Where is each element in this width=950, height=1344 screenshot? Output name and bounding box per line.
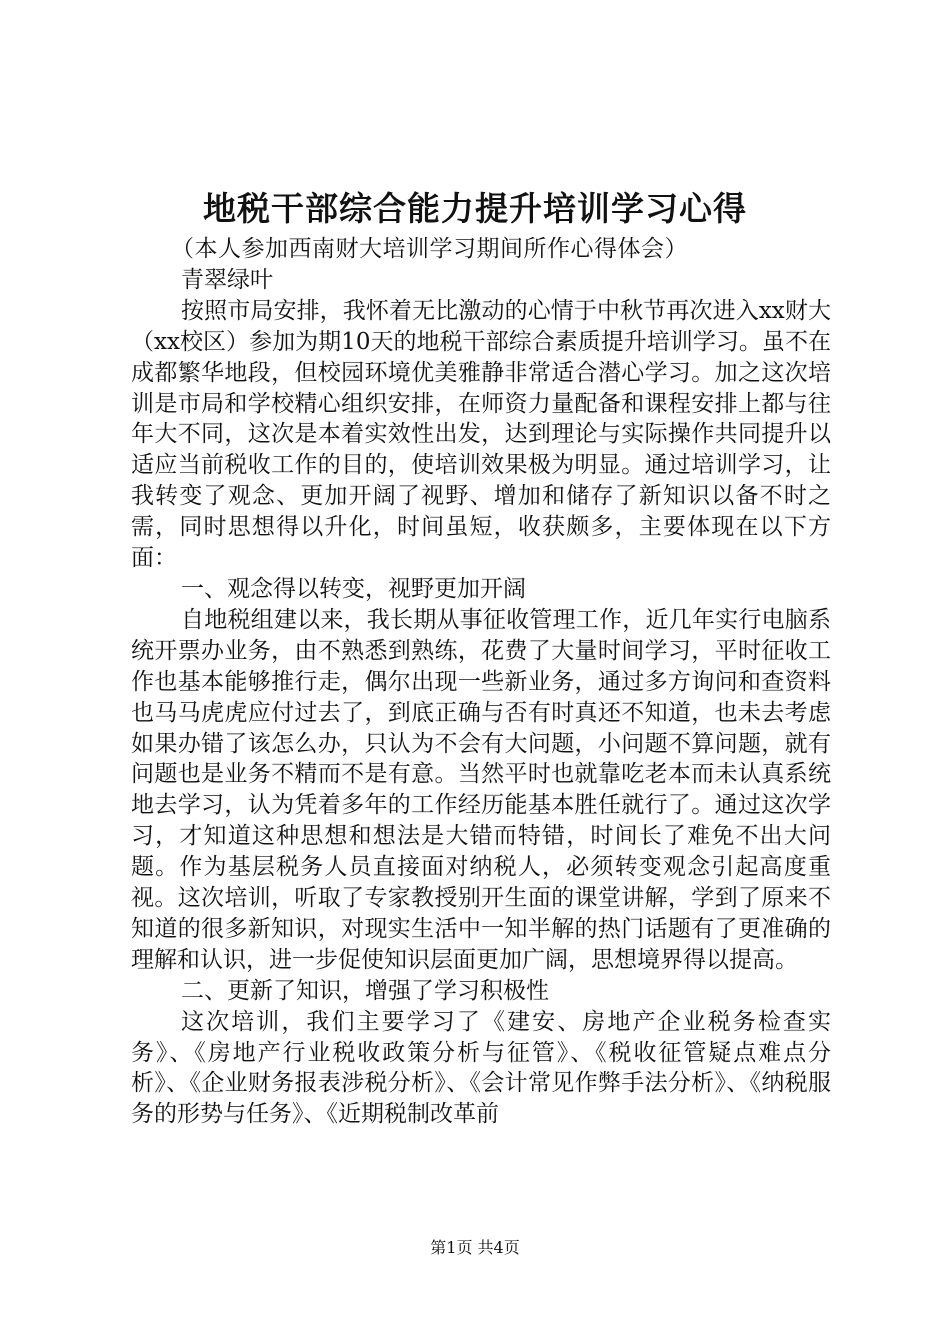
document-subtitle: （本人参加西南财大培训学习期间所作心得体会） xyxy=(171,236,688,262)
document-body xyxy=(131,234,831,1130)
page-footer: 第1页 共4页 xyxy=(430,1238,520,1257)
document-title: 地税干部综合能力提升培训学习心得 xyxy=(203,189,747,228)
paragraph-intro: 按照市局安排，我怀着无比激动的心情于中秋节再次进入xx财大（xx校区）参加为期10天的地税干部综合素质提升培训学习。虽不在成都繁华地段，但校园环境优美雅静非常适合潜心学习。加之这次培训是市局和学校精心组织安排，在师资力量配备和课程安排上都与往年大不同，这次是本着实效性出发，达到理论与实际操作共同提升以适应当前税收工作的目的，使培训效果极为明显。通过培训学习，让我转变了观念、更加开阔了视野、增加和储存了新知识以备不时之需，同时思想得以升化，时间虽短，收获颇多，主要体现在以下方面： xyxy=(131,297,831,572)
section-heading-2: 二、更新了知识，增强了学习积极性 xyxy=(181,977,549,1004)
author-name: 青翠绿叶 xyxy=(181,266,273,293)
paragraph-section-1: 自地税组建以来，我长期从事征收管理工作，近几年实行电脑系统开票办业务，由不熟悉到熟练，花费了大量时间学习，平时征收工作也基本能够推行走，偶尔出现一些新业务，通过多方询问和查资料也马马虎虎应付过去了，到底正确与否有时真还不知道，也未去考虑如果办错了该怎么办，只认为不会有大问题，小问题不算问题，就有问题也是业务不精而不是有意。当然平时也就靠吃老本而未认真系统地去学习，认为凭着多年的工作经历能基本胜任就行了。通过这次学习，才知道这种思想和想法是大错而特错，时间长了难免不出大问题。作为基层税务人员直接面对纳税人，必须转变观念引起高度重视。这次培训，听取了专家教授别开生面的课堂讲解，学到了原来不知道的很多新知识，对现实生活中一知半解的热门话题有了更准确的理解和认识，进一步促使知识层面更加广阔，思想境界得以提高。 xyxy=(131,606,831,973)
paragraph-section-2: 这次培训，我们主要学习了《建安、房地产企业税务检查实务》、《房地产行业税收政策分析与征管》、《税收征管疑点难点分析》、《企业财务报表涉税分析》、《会计常见作弊手法分析》、《纳税服务的形势与任务》、《近期税制改革前 xyxy=(131,1008,831,1128)
section-heading-1: 一、观念得以转变，视野更加开阔 xyxy=(181,575,526,602)
